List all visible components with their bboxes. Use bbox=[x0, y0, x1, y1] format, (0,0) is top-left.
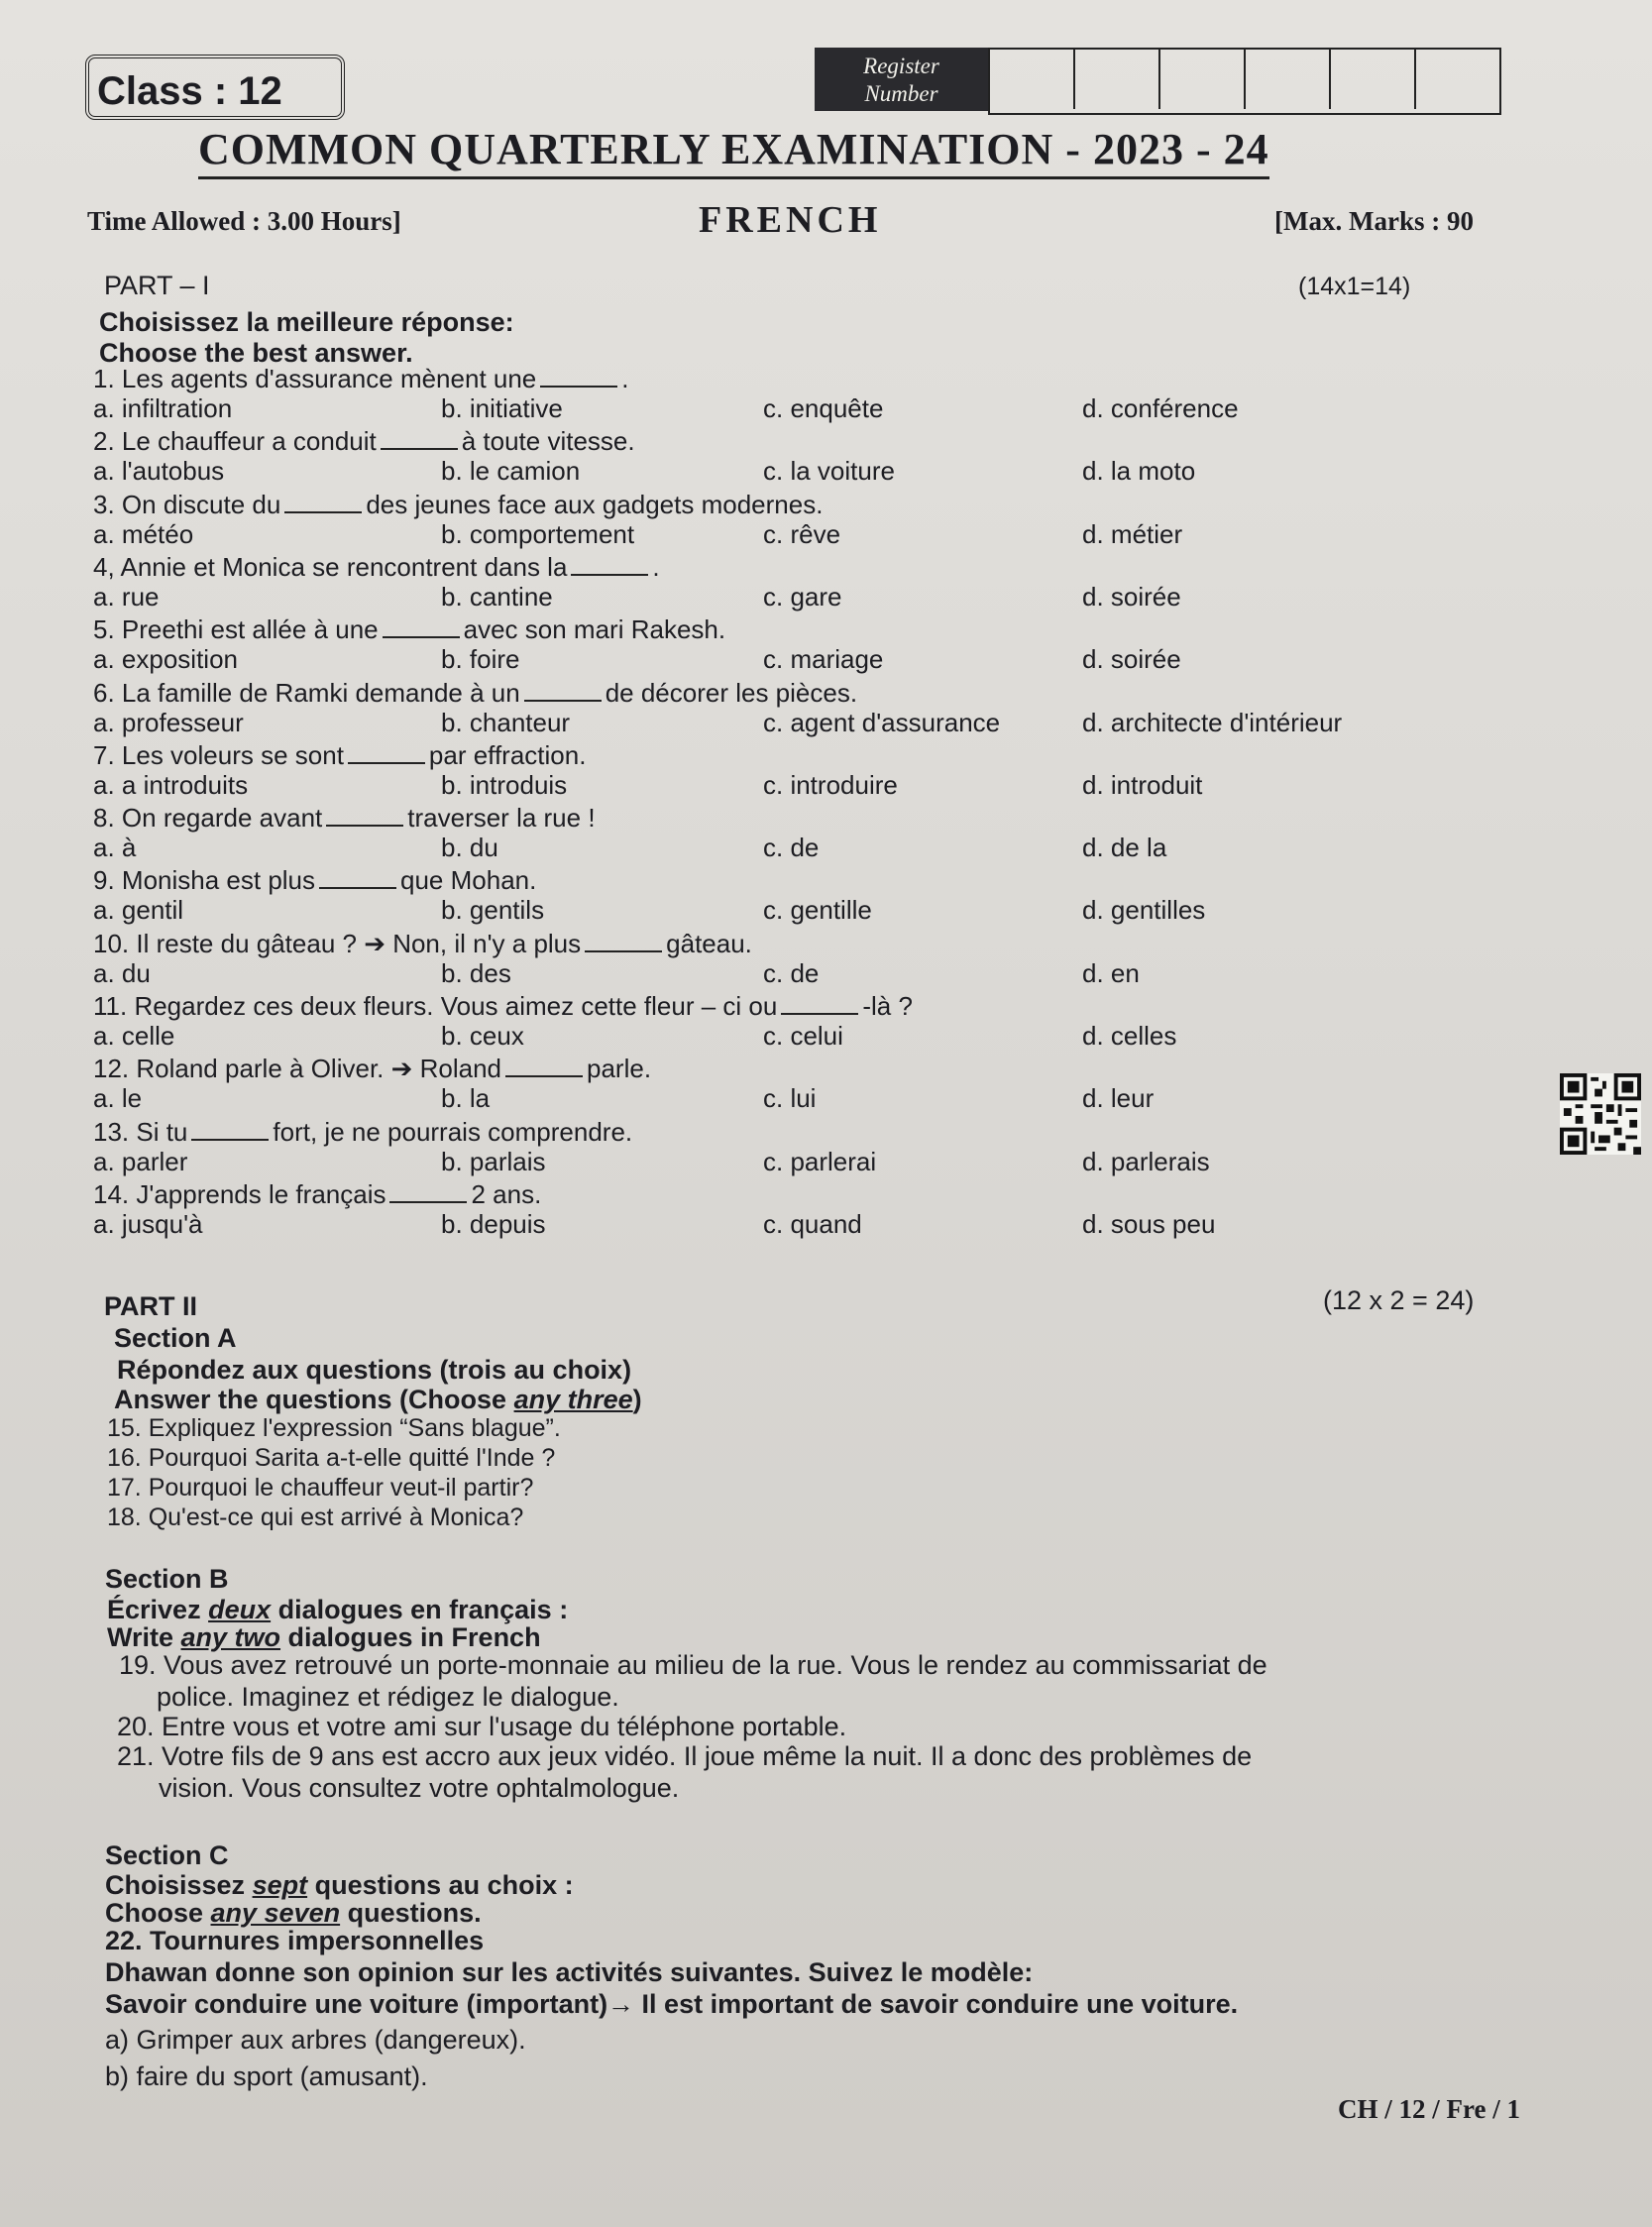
question-22-instruction: Dhawan donne son opinion sur les activités suivantes. Suivez le modèle: bbox=[105, 1957, 1034, 1987]
option-b: b. la bbox=[441, 1083, 491, 1113]
instr-text: ) bbox=[632, 1385, 642, 1414]
question-text: 2. Le chauffeur a conduit bbox=[93, 426, 377, 456]
answer-blank bbox=[389, 1183, 467, 1203]
register-digit-box[interactable] bbox=[990, 50, 1075, 109]
question-text: 10. Il reste du gâteau ? ➔ Non, il n'y a plus bbox=[93, 929, 582, 958]
option-b: b. du bbox=[441, 833, 498, 862]
question-text: 6. La famille de Ramki demande à un bbox=[93, 678, 520, 708]
question-text: 3. On discute du bbox=[93, 490, 281, 519]
part1-instruction-fr: Choisissez la meilleure réponse: bbox=[99, 307, 514, 337]
question-text: 1. Les agents d'assurance mènent une bbox=[93, 364, 537, 393]
question-text: de décorer les pièces. bbox=[605, 678, 858, 708]
instr-text: Choose bbox=[105, 1898, 211, 1928]
answer-blank bbox=[284, 494, 362, 513]
mcq-question-10 bbox=[93, 929, 752, 959]
answer-blank bbox=[540, 368, 617, 388]
option-c: c. la voiture bbox=[763, 456, 895, 486]
option-b: b. ceux bbox=[441, 1021, 524, 1051]
question-22-title: 22. Tournures impersonnelles bbox=[105, 1926, 485, 1955]
question-21-line1: 21. Votre fils de 9 ans est accro aux jeux vidéo. Il joue même la nuit. Il a donc des problèmes de bbox=[117, 1741, 1253, 1771]
instr-text: Écrivez bbox=[107, 1595, 209, 1624]
option-c: c. introduire bbox=[763, 770, 898, 800]
instr-emphasis: deux bbox=[208, 1595, 272, 1624]
exam-title: COMMON QUARTERLY EXAMINATION - 2023 - 24 bbox=[198, 124, 1269, 179]
mcq-question-12 bbox=[93, 1054, 651, 1084]
mcq-question-2 bbox=[93, 426, 635, 457]
instr-emphasis: any three bbox=[513, 1385, 633, 1414]
instr-text: dialogues en français : bbox=[271, 1595, 569, 1624]
question-20: 20. Entre vous et votre ami sur l'usage du téléphone portable. bbox=[117, 1712, 847, 1741]
answer-blank bbox=[191, 1121, 269, 1141]
mcq-question-4 bbox=[93, 552, 660, 583]
question-19-line1: 19. Vous avez retrouvé un porte-monnaie au milieu de la rue. Vous le rendez au commissariat de bbox=[119, 1650, 1267, 1680]
mcq-question-5 bbox=[93, 614, 725, 645]
mcq-question-1 bbox=[93, 364, 629, 394]
register-number-label bbox=[815, 48, 988, 111]
question-text: 9. Monisha est plus bbox=[93, 865, 316, 895]
sectionB-instruction-en bbox=[107, 1622, 541, 1653]
option-a: a. à bbox=[93, 833, 137, 862]
question-text: 8. On regarde avant bbox=[93, 803, 323, 833]
option-c: c. rêve bbox=[763, 519, 841, 549]
option-a: a. le bbox=[93, 1083, 143, 1113]
part1-instruction-en: Choose the best answer. bbox=[99, 338, 413, 368]
question-text: parle. bbox=[587, 1054, 652, 1083]
option-a: a. infiltration bbox=[93, 393, 233, 423]
question-16: 16. Pourquoi Sarita a-t-elle quitté l'Inde ? bbox=[107, 1444, 556, 1472]
sectionC-instruction-fr bbox=[105, 1870, 574, 1901]
mcq-question-6 bbox=[93, 678, 857, 709]
mcq-question-8 bbox=[93, 803, 596, 834]
option-a: a. parler bbox=[93, 1147, 188, 1176]
option-c: c. enquête bbox=[763, 393, 884, 423]
option-a: a. gentil bbox=[93, 895, 184, 925]
option-d: d. de la bbox=[1082, 833, 1167, 862]
answer-blank bbox=[781, 995, 858, 1015]
register-number-boxes bbox=[988, 48, 1501, 115]
answer-blank bbox=[585, 933, 662, 952]
answer-blank bbox=[326, 807, 403, 827]
option-b: b. comportement bbox=[441, 519, 635, 549]
sectionB-title: Section B bbox=[105, 1564, 229, 1594]
question-text: que Mohan. bbox=[400, 865, 537, 895]
question-15: 15. Expliquez l'expression “Sans blague”. bbox=[107, 1414, 561, 1442]
question-text: . bbox=[652, 552, 660, 582]
option-c: c. gentille bbox=[763, 895, 872, 925]
question-text: fort, je ne pourrais comprendre. bbox=[273, 1117, 633, 1147]
question-19-line2: police. Imaginez et rédigez le dialogue. bbox=[157, 1682, 619, 1712]
option-a: a. météo bbox=[93, 519, 194, 549]
sectionA-instruction-en bbox=[114, 1385, 642, 1415]
question-text: 2 ans. bbox=[471, 1179, 542, 1209]
answer-blank bbox=[571, 556, 648, 576]
question-text: 11. Regardez ces deux fleurs. Vous aimez cette fleur – ci ou bbox=[93, 991, 778, 1021]
question-text: . bbox=[621, 364, 629, 393]
question-text: 5. Preethi est allée à une bbox=[93, 614, 379, 644]
question-text: -là ? bbox=[862, 991, 913, 1021]
mcq-question-13 bbox=[93, 1117, 632, 1148]
option-b: b. parlais bbox=[441, 1147, 546, 1176]
option-b: b. chanteur bbox=[441, 708, 571, 737]
option-c: c. quand bbox=[763, 1209, 862, 1239]
mcq-question-14 bbox=[93, 1179, 541, 1210]
option-c: c. gare bbox=[763, 582, 842, 612]
option-d: d. soirée bbox=[1082, 582, 1181, 612]
sectionC-instruction-en bbox=[105, 1898, 482, 1929]
question-text: traverser la rue ! bbox=[407, 803, 596, 833]
question-22-item-a: a) Grimper aux arbres (dangereux). bbox=[105, 2025, 526, 2055]
sectionA-instruction-fr: Répondez aux questions (trois au choix) bbox=[117, 1355, 632, 1385]
option-a: a. l'autobus bbox=[93, 456, 225, 486]
question-22-item-b: b) faire du sport (amusant). bbox=[105, 2061, 428, 2091]
question-text: 7. Les voleurs se sont bbox=[93, 740, 344, 770]
instr-text: dialogues in French bbox=[280, 1622, 541, 1652]
answer-blank bbox=[383, 618, 460, 638]
answer-blank bbox=[381, 430, 458, 450]
instr-text: Choisissez bbox=[105, 1870, 253, 1900]
option-b: b. gentils bbox=[441, 895, 545, 925]
option-d: d. conférence bbox=[1082, 393, 1239, 423]
question-17: 17. Pourquoi le chauffeur veut-il partir? bbox=[107, 1474, 534, 1502]
mcq-question-7 bbox=[93, 740, 586, 771]
answer-blank bbox=[348, 744, 425, 764]
time-allowed: Time Allowed : 3.00 Hours] bbox=[87, 206, 401, 236]
max-marks: [Max. Marks : 90 bbox=[1274, 206, 1474, 236]
option-d: d. gentilles bbox=[1082, 895, 1206, 925]
part2-title: PART II bbox=[104, 1291, 197, 1321]
question-text: 14. J'apprends le français bbox=[93, 1179, 386, 1209]
register-label-line2: Number bbox=[864, 81, 938, 106]
part1-title: PART – I bbox=[104, 271, 210, 300]
question-text: 13. Si tu bbox=[93, 1117, 188, 1147]
option-c: c. parlerai bbox=[763, 1147, 877, 1176]
option-c: c. mariage bbox=[763, 644, 884, 674]
option-b: b. initiative bbox=[441, 393, 563, 423]
mcq-question-11 bbox=[93, 991, 913, 1022]
register-digit-box[interactable] bbox=[1160, 50, 1246, 109]
sectionA-title: Section A bbox=[114, 1323, 237, 1353]
answer-blank bbox=[319, 869, 396, 889]
option-d: d. métier bbox=[1082, 519, 1183, 549]
option-c: c. lui bbox=[763, 1083, 817, 1113]
answer-blank bbox=[505, 1058, 583, 1077]
option-b: b. cantine bbox=[441, 582, 553, 612]
mcq-question-3 bbox=[93, 490, 823, 520]
option-d: d. introduit bbox=[1082, 770, 1203, 800]
qr-code bbox=[1559, 1073, 1642, 1155]
instr-text: questions. bbox=[340, 1898, 482, 1928]
question-text: avec son mari Rakesh. bbox=[463, 614, 726, 644]
instr-emphasis: sept bbox=[252, 1870, 308, 1900]
question-22-model: Savoir conduire une voiture (important)→ Il est important de savoir conduire une voiture. bbox=[105, 1989, 1239, 2019]
option-d: d. en bbox=[1082, 958, 1140, 988]
option-d: d. soirée bbox=[1082, 644, 1181, 674]
option-a: a. du bbox=[93, 958, 151, 988]
option-a: a. rue bbox=[93, 582, 160, 612]
mcq-question-9 bbox=[93, 865, 536, 896]
part1-marks: (14x1=14) bbox=[1298, 273, 1411, 300]
subject-title: FRENCH bbox=[699, 199, 882, 241]
option-a: a. exposition bbox=[93, 644, 238, 674]
register-digit-box[interactable] bbox=[1331, 50, 1416, 109]
option-d: d. la moto bbox=[1082, 456, 1196, 486]
question-18: 18. Qu'est-ce qui est arrivé à Monica? bbox=[107, 1503, 524, 1531]
part2-marks: (12 x 2 = 24) bbox=[1323, 1285, 1475, 1315]
option-d: d. parlerais bbox=[1082, 1147, 1210, 1176]
instr-text: Answer the questions (Choose bbox=[114, 1385, 514, 1414]
question-text: 4, Annie et Monica se rencontrent dans la bbox=[93, 552, 568, 582]
question-text: des jeunes face aux gadgets modernes. bbox=[366, 490, 824, 519]
option-a: a. celle bbox=[93, 1021, 175, 1051]
option-c: c. celui bbox=[763, 1021, 843, 1051]
instr-text: Write bbox=[107, 1622, 181, 1652]
class-label: Class : 12 bbox=[85, 55, 345, 120]
instr-emphasis: any two bbox=[180, 1622, 281, 1652]
option-d: d. sous peu bbox=[1082, 1209, 1216, 1239]
question-text: gâteau. bbox=[666, 929, 752, 958]
question-21-line2: vision. Vous consultez votre ophtalmologue. bbox=[159, 1773, 680, 1803]
register-label-line1: Register bbox=[863, 54, 939, 78]
option-b: b. introduis bbox=[441, 770, 568, 800]
instr-emphasis: any seven bbox=[210, 1898, 341, 1928]
option-d: d. celles bbox=[1082, 1021, 1177, 1051]
option-d: d. leur bbox=[1082, 1083, 1155, 1113]
sectionC-title: Section C bbox=[105, 1840, 229, 1870]
option-c: c. de bbox=[763, 833, 820, 862]
register-digit-box[interactable] bbox=[1246, 50, 1331, 109]
option-a: a. jusqu'à bbox=[93, 1209, 203, 1239]
question-text: à toute vitesse. bbox=[461, 426, 635, 456]
page-footer: CH / 12 / Fre / 1 bbox=[1338, 2094, 1520, 2124]
option-c: c. de bbox=[763, 958, 820, 988]
option-b: b. depuis bbox=[441, 1209, 546, 1239]
register-digit-box[interactable] bbox=[1416, 50, 1499, 109]
sectionB-instruction-fr bbox=[107, 1595, 568, 1625]
register-digit-box[interactable] bbox=[1075, 50, 1160, 109]
instr-text: questions au choix : bbox=[307, 1870, 574, 1900]
option-b: b. foire bbox=[441, 644, 520, 674]
answer-blank bbox=[524, 682, 602, 702]
option-b: b. des bbox=[441, 958, 511, 988]
option-a: a. a introduits bbox=[93, 770, 249, 800]
option-a: a. professeur bbox=[93, 708, 244, 737]
option-b: b. le camion bbox=[441, 456, 581, 486]
question-text: 12. Roland parle à Oliver. ➔ Roland bbox=[93, 1054, 502, 1083]
question-text: par effraction. bbox=[428, 740, 587, 770]
option-d: d. architecte d'intérieur bbox=[1082, 708, 1343, 737]
option-c: c. agent d'assurance bbox=[763, 708, 1001, 737]
